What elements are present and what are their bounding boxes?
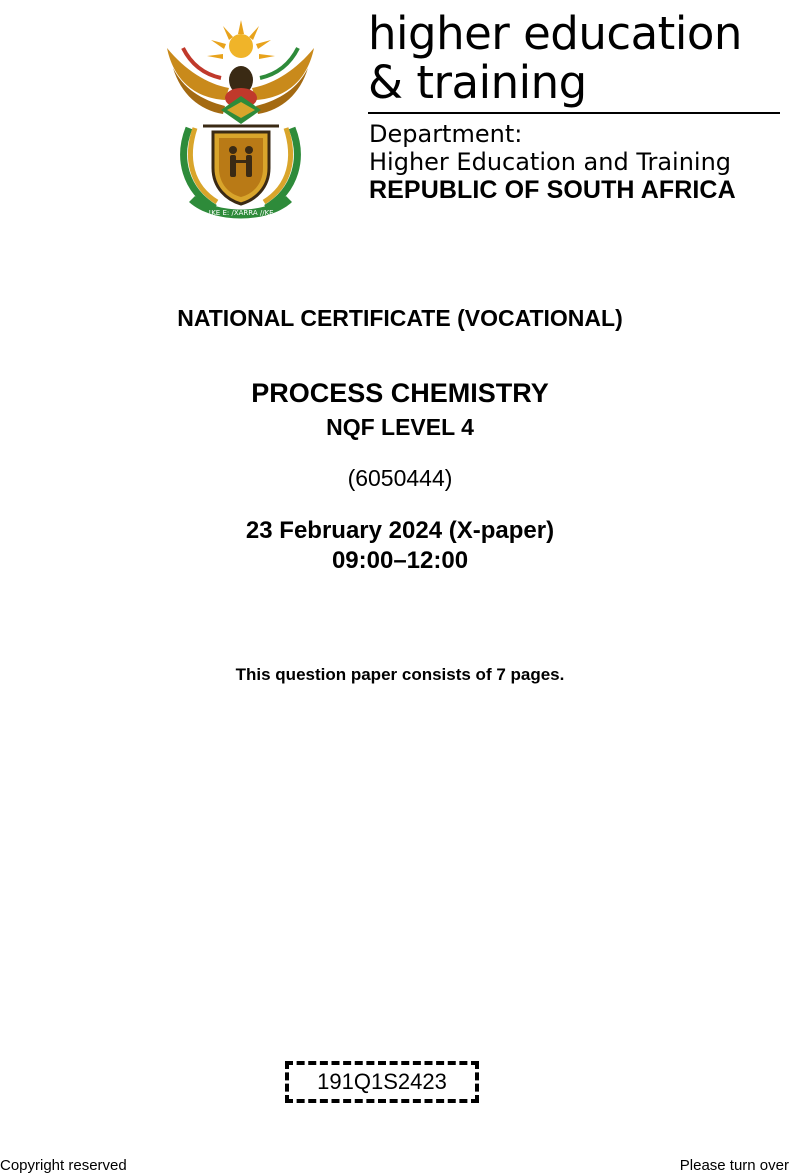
- department-name: Higher Education and Training: [369, 148, 732, 176]
- brand-title-line1: higher education: [368, 7, 742, 60]
- coat-of-arms-logo: [163, 18, 318, 224]
- crest-motto: !KE E: /XARRA //KE: [208, 209, 274, 217]
- brand-title-line2: & training: [368, 56, 587, 109]
- footer-turn-over: Please turn over: [679, 1157, 789, 1174]
- brand-divider: [368, 112, 780, 114]
- page-count-note: This question paper consists of 7 pages.: [235, 665, 565, 684]
- subject-title: PROCESS CHEMISTRY: [251, 378, 549, 408]
- footer-copyright: Copyright reserved: [0, 1157, 127, 1174]
- sun-icon: [207, 20, 275, 59]
- subject-code: (6050444): [347, 465, 453, 491]
- country-name: REPUBLIC OF SOUTH AFRICA: [369, 176, 736, 204]
- paper-id-box: 191Q1S2423: [285, 1061, 479, 1103]
- exam-date: 23 February 2024 (X-paper): [245, 517, 555, 544]
- department-label: Department:: [369, 120, 523, 148]
- nqf-level: NQF LEVEL 4: [326, 414, 474, 440]
- exam-time: 09:00–12:00: [331, 547, 469, 574]
- certificate-title: NATIONAL CERTIFICATE (VOCATIONAL): [177, 305, 623, 331]
